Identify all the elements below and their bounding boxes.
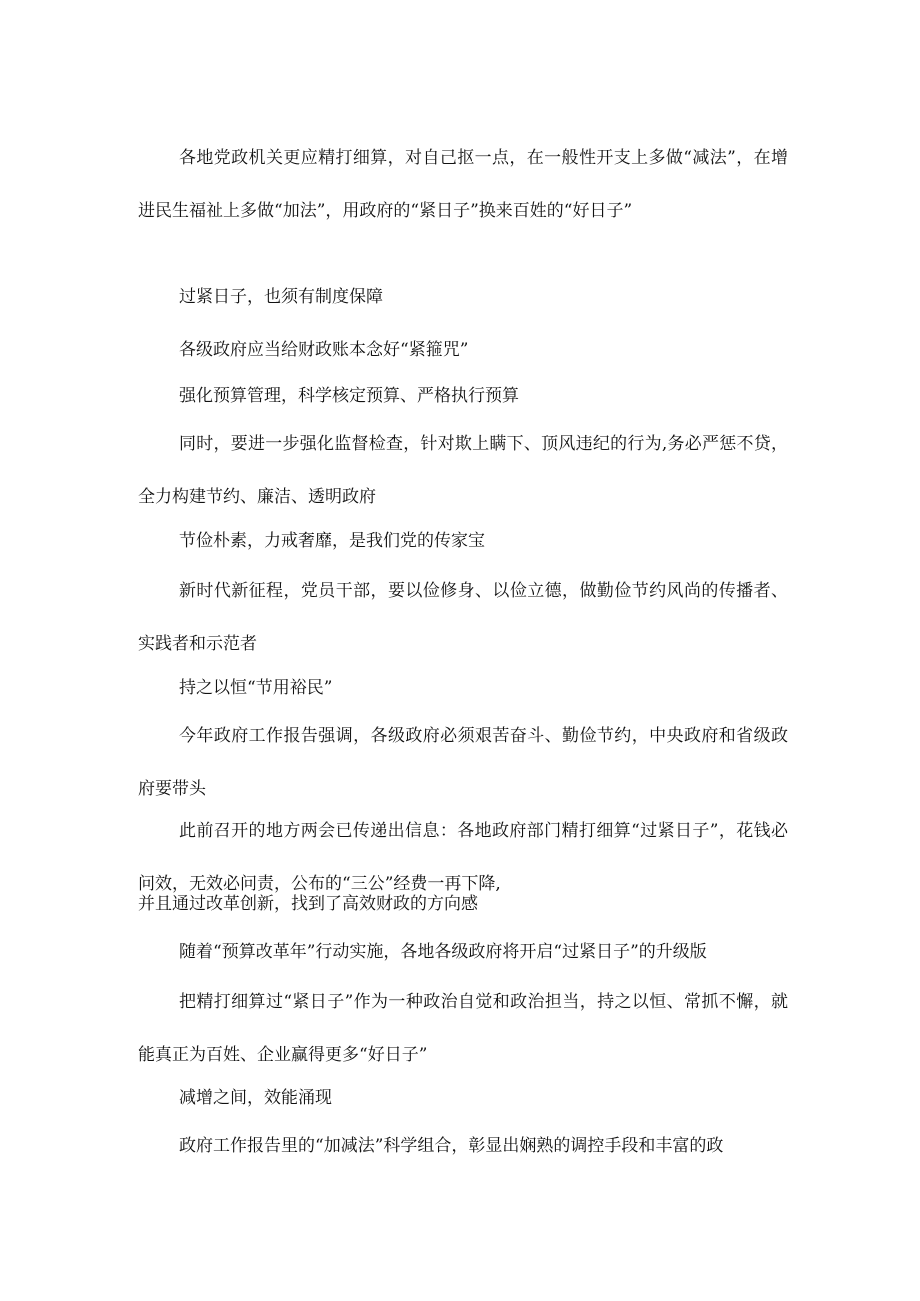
paragraph-7: 新时代新征程，党员干部，要以俭修身、以俭立德，做勤俭节约风尚的传播者、实践者和示范者 xyxy=(138,581,788,654)
paragraph-12: 随着“预算改革年”行动实施，各地各级政府将开启“过紧日子”的升级版 xyxy=(179,942,707,962)
paragraph-6: 节俭朴素，力戒奢靡，是我们党的传家宝 xyxy=(179,531,485,551)
paragraph-15: 政府工作报告里的“加减法”科学组合，彰显出娴熟的调控手段和丰富的政 xyxy=(179,1136,724,1156)
paragraph-13: 把精打细算过“紧日子”作为一种政治自觉和政治担当，持之以恒、常抓不懈，就能真正为百姓、企业赢得更多“好日子” xyxy=(138,992,788,1065)
paragraph-9: 今年政府工作报告强调，各级政府必须艰苦奋斗、勤俭节约，中央政府和省级政府要带头 xyxy=(138,726,788,799)
paragraph-5: 同时，要进一步强化监督检查，针对欺上瞒下、顶风违纪的行为,务必严惩不贷，全力构建节约、廉洁、透明政府 xyxy=(138,434,788,507)
paragraph-10: 此前召开的地方两会已传递出信息：各地政府部门精打细算“过紧日子”，花钱必问效，无效必问责，公布的“三公”经费一再下降, xyxy=(138,821,788,894)
paragraph-14: 减增之间，效能涌现 xyxy=(179,1088,332,1108)
paragraph-11: 并且通过改革创新，找到了高效财政的方向感 xyxy=(138,894,478,914)
paragraph-8: 持之以恒“节用裕民” xyxy=(179,678,333,698)
paragraph-4: 强化预算管理，科学核定预算、严格执行预算 xyxy=(179,386,519,406)
paragraph-2: 过紧日子，也须有制度保障 xyxy=(179,287,383,307)
paragraph-1: 各地党政机关更应精打细算，对自己抠一点，在一般性开支上多做“减法”，在增进民生福祉上多做“加法”，用政府的“紧日子”换来百姓的“好日子” xyxy=(138,148,788,221)
paragraph-3: 各级政府应当给财政账本念好“紧箍咒” xyxy=(179,340,469,360)
